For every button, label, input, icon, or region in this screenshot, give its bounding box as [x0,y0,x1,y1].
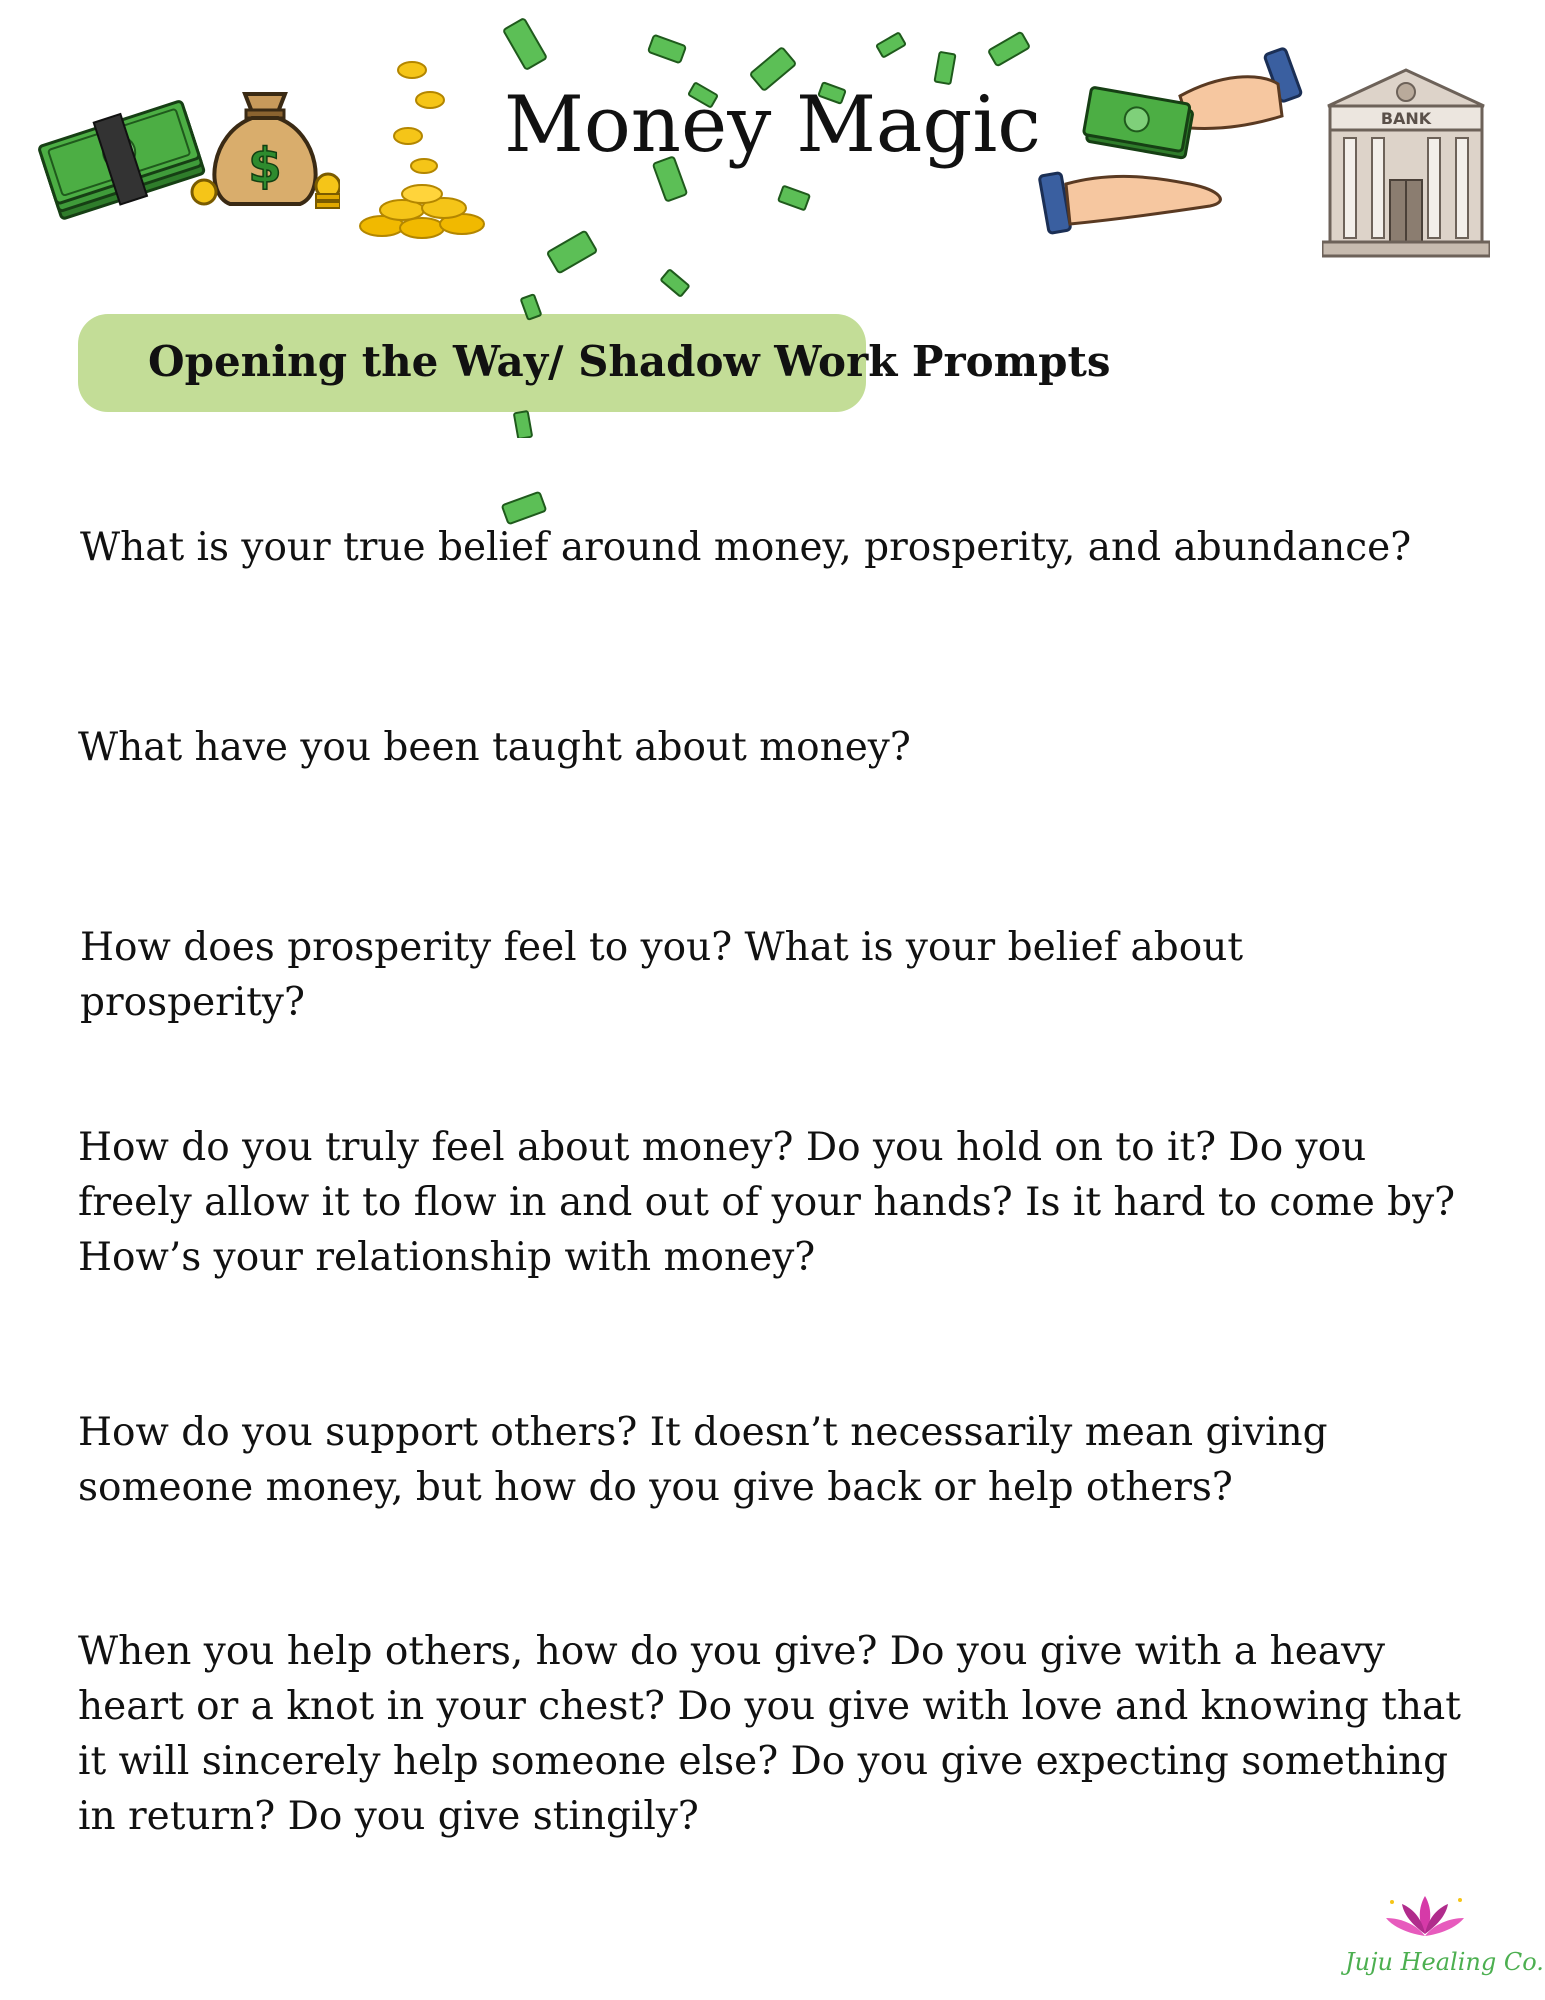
bag-dollar-sign: $ [248,138,282,194]
prompt-feel-about-money: How do you truly feel about money? Do you hold on to it? Do you freely allow it to flow in and out of your hands? Is it hard to come by? How’s your relationship with money? [78,1125,1456,1280]
prompt-prosperity: How does prosperity feel to you? What is your belief about prosperity? [80,925,1243,1025]
prompt-support-others: How do you support others? It doesn’t necessarily mean giving someone money, but how do you give back or help others? [78,1410,1328,1510]
section-heading: Opening the Way/ Shadow Work Prompts [148,337,1111,386]
bank-sign: BANK [1380,109,1432,128]
brand-logo [1345,1892,1544,1976]
prompt-taught: What have you been taught about money? [78,725,911,770]
page-title: Money Magic [503,80,1041,170]
brand-name: Juju Healing Co. [1345,1948,1544,1976]
lotus-logo-icon [1380,1892,1470,1942]
prompt-how-you-give: When you help others, how do you give? Do you give with a heavy heart or a knot in your chest? Do you give with love and knowing that it will sincerely help someone else? Do you give expecting something in return? Do you give stingily? [78,1629,1461,1839]
prompt-belief: What is your true belief around money, prosperity, and abundance? [80,525,1412,570]
